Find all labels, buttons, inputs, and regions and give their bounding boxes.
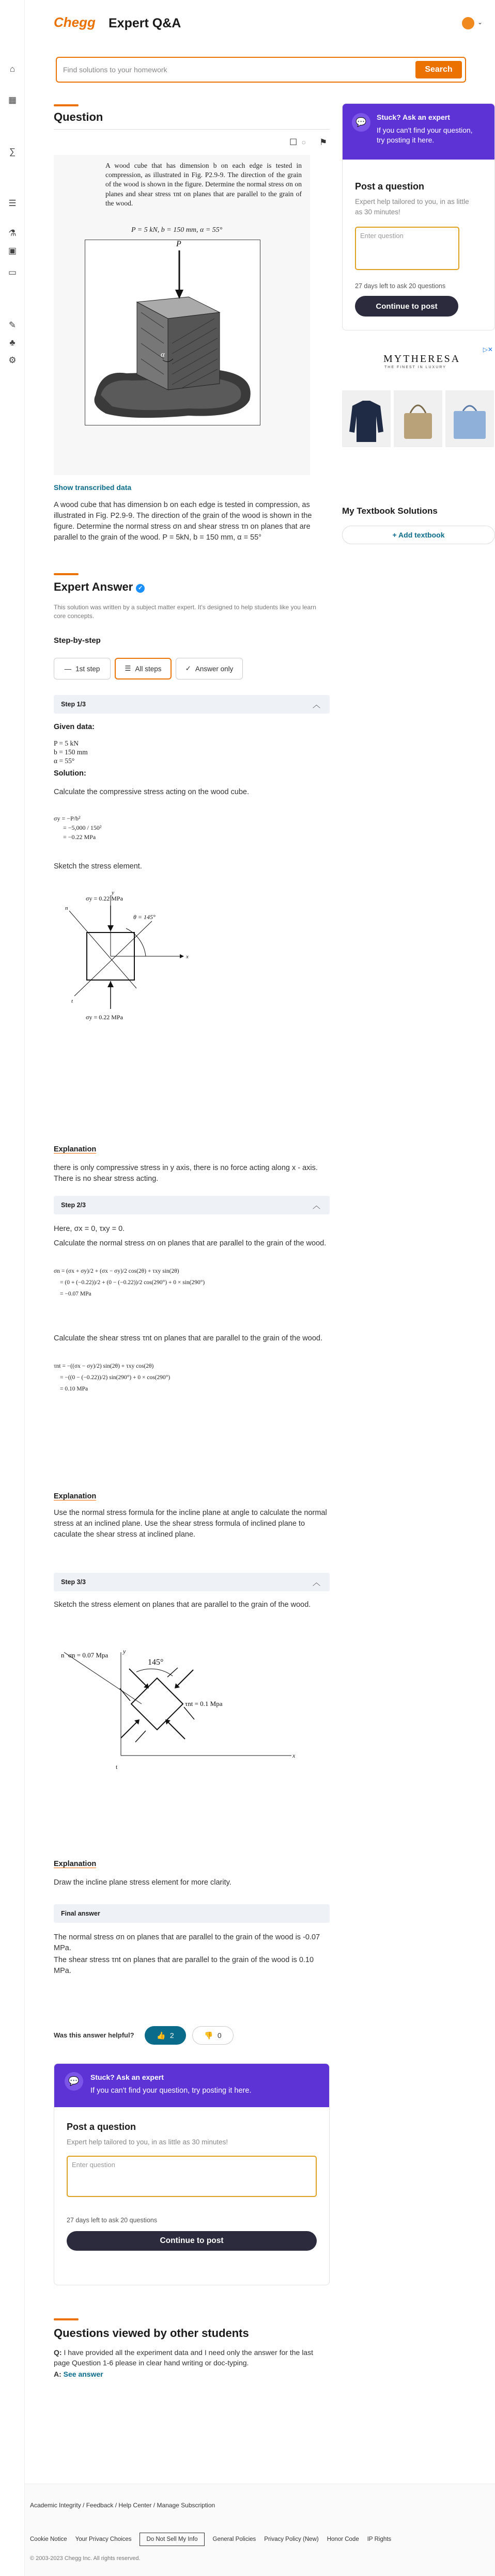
ad-close-icon[interactable]: ▷✕	[483, 346, 493, 353]
bottom-days-left: 27 days left to ask 20 questions	[67, 2217, 158, 2224]
home-icon[interactable]: ⌂	[9, 64, 16, 74]
expert-answer-heading: Expert Answer ✓	[54, 580, 145, 594]
footer-link[interactable]: IP Rights	[367, 2536, 392, 2542]
sketch-text: Sketch the stress element.	[54, 862, 142, 871]
search-input[interactable]	[63, 64, 394, 75]
section-accent	[54, 573, 79, 575]
question-heading: Question	[54, 110, 103, 123]
chevron-down-icon[interactable]: ⌄	[477, 19, 483, 26]
final-answer-text-2: The shear stress τnt on planes that are parallel to the grain of the wood is 0.10 MPa.	[54, 1956, 314, 1976]
section-accent	[54, 2318, 79, 2320]
folder-icon[interactable]: ▭	[8, 267, 17, 277]
footer-legal-links	[30, 2533, 391, 2546]
load-label: P	[176, 240, 181, 248]
divider	[54, 129, 330, 130]
avatar[interactable]	[462, 17, 474, 29]
chevron-up-icon: ︿	[312, 701, 320, 709]
expert-note: This solution was written by a subject matter expert. It's designed to help students like you learn core concepts.	[54, 604, 316, 620]
wood-cube-drawing	[85, 240, 261, 426]
step-1-header[interactable]: Step 1/3 ︿	[54, 695, 330, 714]
top-stress-label: σy = 0.22 MPa	[86, 895, 123, 902]
svg-text:t: t	[116, 1763, 118, 1771]
solution-title: Solution:	[54, 769, 86, 778]
settings-icon[interactable]: ⚙	[8, 355, 17, 365]
explanation-heading-1: Explanation	[54, 1145, 97, 1153]
shear-stress-text: Calculate the shear stress τnt on planes that are parallel to the grain of the wood.	[54, 1334, 322, 1342]
calc-text: Calculate the compressive stress acting on the wood cube.	[54, 788, 250, 796]
see-answer-link[interactable]: See answer	[63, 2370, 103, 2378]
explanation-heading-2: Explanation	[54, 1492, 97, 1500]
thumbs-up-icon: 👍	[157, 2031, 166, 2040]
explanation-text-1: there is only compressive stress in y axis, there is no force acting along x - axis. There is no shear stress acting.	[54, 1164, 318, 1183]
footer-link[interactable]: Do Not Sell My Info	[140, 2533, 204, 2546]
step-3-header[interactable]: Step 3/3 ︿	[54, 1573, 330, 1591]
normal-stress-formula: σn = (σx + σy)/2 + (σx − σy)/2 cos(2θ) + τxy sin(2θ) = (0 + (−0.22))/2 + (0 − (−0.22))/2 cos(290°) + 0 × sin(290°) = −0.07 MPa	[54, 1268, 205, 1297]
chat-bubble-icon: 💬	[65, 2072, 83, 2091]
footer-link[interactable]: Privacy Policy (New)	[264, 2536, 319, 2542]
footer-link[interactable]: Honor Code	[327, 2536, 359, 2542]
explanation-text-3: Draw the incline plane stress element for more clarity.	[54, 1878, 231, 1887]
wood-cube-figure	[85, 240, 260, 425]
bottom-ask-expert-card	[54, 2063, 330, 2285]
angle-label: 145°	[148, 1658, 164, 1667]
ad-product-tote[interactable]	[445, 390, 494, 447]
helpful-label: Was this answer helpful?	[54, 2031, 134, 2039]
ad-tagline: THE FINEST IN LUXURY	[384, 366, 446, 369]
angle-label: θ = 145°	[133, 913, 156, 921]
normal-stress-text: Calculate the normal stress σn on planes that are parallel to the grain of the wood.	[54, 1239, 327, 1247]
verified-icon: ✓	[136, 584, 145, 593]
footer-links-row[interactable]: Academic Integrity / Feedback / Help Center / Manage Subscription	[30, 2502, 215, 2509]
svg-text:α: α	[161, 351, 165, 359]
ad-product-sweater[interactable]	[342, 390, 391, 447]
bottom-stuck-text: If you can't find your question, try posting it here.	[90, 2087, 252, 2095]
stress-element-diagram	[54, 890, 209, 1061]
footer-link[interactable]: General Policies	[212, 2536, 256, 2542]
explanation-heading-3: Explanation	[54, 1860, 97, 1868]
ask-expert-card	[342, 103, 495, 330]
explanation-text-2: Use the normal stress formula for the incline plane at angle to calculate the normal stress at an inclined plane. Use the shear stress formula of inclined plane to caculate the shear stress at inclined plane.	[54, 1509, 327, 1539]
list-icon: ☰	[125, 665, 131, 672]
mode-first-step[interactable]: — 1st step	[54, 658, 111, 679]
shear-stress-label: τnt = 0.1 Mpa	[185, 1700, 223, 1708]
comment-icon[interactable]: ◌	[302, 138, 306, 146]
dash-icon: —	[64, 665, 72, 673]
brand-logo[interactable]: Chegg	[54, 14, 96, 30]
bottom-stuck-title: Stuck? Ask an expert	[90, 2073, 164, 2081]
bookmark-icon[interactable]: ☐	[289, 137, 298, 147]
ad-brand: MYTHERESA	[383, 353, 461, 365]
footer-link[interactable]: Cookie Notice	[30, 2536, 67, 2542]
questions-viewed-heading: Questions viewed by other students	[54, 2327, 249, 2340]
question-image	[54, 155, 310, 475]
copyright: © 2003-2023 Chegg Inc. All rights reserved.	[30, 2555, 141, 2562]
given-title: Given data:	[54, 723, 95, 731]
page-title: Expert Q&A	[109, 16, 181, 30]
chevron-up-icon: ︿	[312, 1578, 320, 1587]
step-2-header[interactable]: Step 2/3 ︿	[54, 1196, 330, 1214]
footer	[25, 2484, 495, 2576]
step2-intro: Here, σx = 0, τxy = 0.	[54, 1225, 125, 1233]
final-answer-header: Final answer	[54, 1904, 330, 1923]
flag-icon[interactable]: ⚑	[319, 137, 328, 147]
bottom-post-title: Post a question	[67, 2122, 136, 2132]
thumbs-down-icon: 👎	[204, 2031, 213, 2040]
final-answer-text-1: The normal stress σn on planes that are parallel to the grain of the wood is -0.07 MPa.	[54, 1933, 320, 1953]
bottom-stress-label: σy = 0.22 MPa	[86, 1014, 123, 1021]
add-textbook-button[interactable]: + Add textbook	[342, 526, 495, 544]
left-rail	[0, 0, 25, 2576]
svg-text:x: x	[292, 1752, 296, 1759]
post-question-sub: Expert help tailored to you, in as little as 30 minutes!	[355, 198, 469, 216]
svg-text:n: n	[65, 905, 68, 911]
step-by-step-heading: Step-by-step	[54, 636, 101, 645]
chevron-up-icon: ︿	[312, 1202, 320, 1210]
layers-icon[interactable]: ☰	[8, 198, 17, 208]
post-question-title: Post a question	[355, 181, 425, 192]
flask-icon[interactable]: ⚗	[8, 228, 17, 238]
question-input[interactable]	[355, 227, 459, 270]
svg-text:t: t	[71, 998, 73, 1004]
svg-text:n: n	[61, 1651, 65, 1659]
question-image-params: P = 5 kN, b = 150 mm, α = 55°	[131, 226, 223, 234]
svg-text:y: y	[112, 890, 114, 896]
question-body: A wood cube that has dimension b on each edge is tested in compression, as illustrated in Fig. P2.9-9. The direction of the grain of the wood is shown in the figure. Determine the normal stress σn and shear stress τn on planes that are parallel to the grain of the wood. P = 5kN, b = 150 mm, α = 55°	[54, 501, 312, 542]
footer-link[interactable]: Your Privacy Choices	[75, 2536, 132, 2542]
bottom-continue-button[interactable]: Continue to post	[67, 2231, 317, 2251]
search-bar	[56, 57, 466, 83]
question-image-text: A wood cube that has dimension b on each edge is tested in compression, as illustrated in Fig. P2.9-9. The direction of the grain of the wood is shown in the figure. Determine the normal stress σn on planes and shear stress τnt on planes that are parallel to the grain of the wood.	[105, 162, 302, 207]
stuck-text: If you can't find your question, try posting it here.	[377, 126, 473, 144]
search-button[interactable]: Search	[415, 61, 462, 78]
chat-bubble-icon: 💬	[352, 113, 370, 132]
continue-to-post-button[interactable]: Continue to post	[355, 296, 458, 317]
grid-icon[interactable]: ▦	[8, 95, 17, 105]
viewed-answer: A: See answer	[54, 2370, 103, 2378]
viewed-question[interactable]: Q: I have provided all the experiment data and I need only the answer for the last page Question 1-6 please in clear hand writing or doc-typing.	[54, 2348, 313, 2367]
svg-text:x: x	[186, 954, 189, 960]
bottom-post-sub: Expert help tailored to you, in as little as 30 minutes!	[67, 2138, 228, 2146]
textbook-solutions-title: My Textbook Solutions	[342, 506, 438, 516]
thumbs-down-button[interactable]: 👎 0	[192, 2026, 234, 2045]
section-accent	[54, 104, 79, 106]
box-icon[interactable]: ▣	[8, 246, 17, 256]
writing-icon[interactable]: ✎	[8, 320, 17, 330]
svg-text:y: y	[123, 1648, 126, 1655]
bottom-question-input[interactable]	[67, 2156, 317, 2197]
stress-formula: σy = −P/b² = −5,000 / 150² = −0.22 MPa	[54, 815, 102, 841]
given-data: P = 5 kN b = 150 mm α = 55°	[54, 739, 88, 765]
show-transcribed-link[interactable]: Show transcribed data	[54, 483, 132, 492]
mode-answer-only[interactable]: ✓ Answer only	[176, 658, 243, 679]
tree-icon[interactable]: ♣	[9, 338, 16, 347]
mode-all-steps[interactable]: ☰ All steps	[115, 658, 172, 679]
step3-text: Sketch the stress element on planes that are parallel to the grain of the wood.	[54, 1601, 311, 1609]
normal-stress-label: σn = 0.07 Mpa	[68, 1651, 109, 1659]
ad-banner[interactable]	[342, 346, 495, 454]
thumbs-up-button[interactable]: 👍 2	[145, 2026, 186, 2045]
days-left: 27 days left to ask 20 questions	[355, 282, 446, 290]
stuck-title: Stuck? Ask an expert	[377, 113, 450, 121]
check-icon: ✓	[185, 665, 191, 672]
ad-product-bag[interactable]	[394, 390, 442, 447]
math-solver-icon[interactable]: ∑	[9, 147, 16, 156]
inclined-stress-element-diagram	[54, 1647, 297, 1781]
shear-stress-formula: τnt = −((σx − σy)/2) sin(2θ) + τxy cos(2θ) = −((0 − (−0.22))/2) sin(290°) + 0 × cos(290°) = 0.10 MPa	[54, 1363, 171, 1392]
